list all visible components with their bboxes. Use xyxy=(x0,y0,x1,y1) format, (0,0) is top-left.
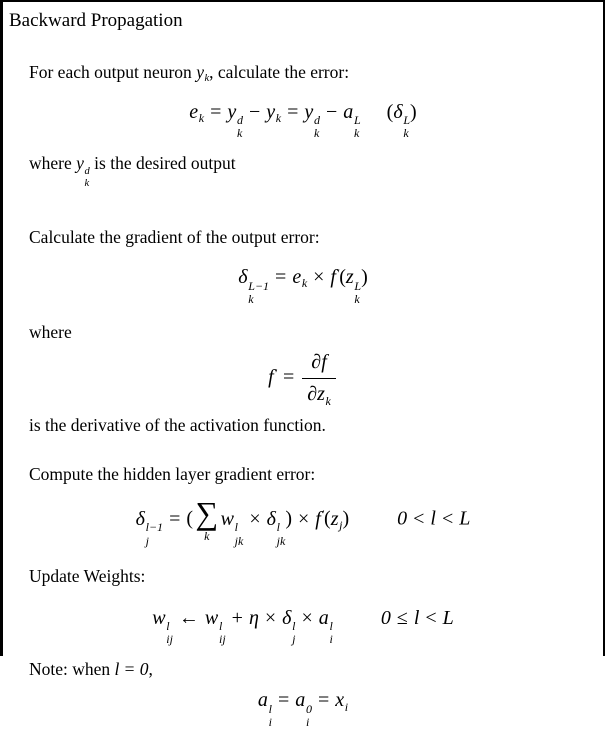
superscript: l xyxy=(268,702,272,717)
math-symbol xyxy=(266,101,281,123)
equation-weight-update xyxy=(3,604,603,647)
symbol-base: δ xyxy=(393,100,403,123)
math-operator: × xyxy=(313,266,325,289)
script-stack xyxy=(277,521,286,547)
math-symbol xyxy=(443,607,454,629)
subscript: k xyxy=(354,292,360,307)
math-operator: = xyxy=(275,266,287,289)
symbol-base: ∂ xyxy=(307,383,318,406)
symbol-base: a xyxy=(295,689,306,712)
symbol-base: δ xyxy=(266,507,276,530)
symbol-base: y xyxy=(227,100,237,123)
script-stack xyxy=(219,620,226,646)
paragraph-hidden-gradient-intro: Compute the hidden layer gradient error: xyxy=(29,464,316,485)
math-operator: = xyxy=(282,366,295,389)
math-operator: × xyxy=(249,507,261,530)
text-run: is the desired output xyxy=(89,152,236,173)
paragraph-update-weights: Update Weights: xyxy=(29,565,146,586)
math-symbol xyxy=(317,383,331,408)
math-operator: < xyxy=(413,507,425,530)
math-operator: = xyxy=(169,507,181,530)
symbol-base: a xyxy=(257,689,268,712)
math-operator: = xyxy=(317,689,330,712)
math-operator: = xyxy=(124,658,135,679)
math-symbol xyxy=(115,659,120,679)
symbol-base: f xyxy=(321,351,327,374)
math-fraction xyxy=(302,348,336,409)
symbol-base: f xyxy=(268,366,274,389)
equation-output-error xyxy=(3,98,603,141)
symbol-base: η xyxy=(248,606,259,629)
subscript: i xyxy=(305,715,310,729)
text-run: , xyxy=(148,658,153,679)
superscript: l xyxy=(329,619,333,634)
paragraph-error-intro xyxy=(29,62,593,86)
math-operator: − xyxy=(325,100,338,123)
math-symbol xyxy=(282,606,296,647)
subscript: k xyxy=(313,126,320,141)
math-symbol xyxy=(318,606,333,647)
symbol-base: f xyxy=(330,266,336,289)
subscript: k xyxy=(275,110,282,125)
math-symbol xyxy=(76,152,90,189)
superscript: l−1 xyxy=(145,520,164,535)
subscript: ij xyxy=(166,632,173,647)
summation xyxy=(195,495,219,544)
script-stack xyxy=(146,521,163,547)
symbol-base: l xyxy=(413,606,420,629)
math-symbol xyxy=(266,507,286,548)
symbol-base: δ xyxy=(135,507,145,530)
math-operator: × xyxy=(297,507,310,530)
math-symbol xyxy=(311,351,321,373)
text-run: where xyxy=(29,152,77,173)
symbol-base: l xyxy=(114,658,120,679)
symbol-base: y xyxy=(76,152,84,173)
subscript: k xyxy=(248,292,254,307)
math-operator: = xyxy=(277,689,290,712)
superscript: L xyxy=(354,278,362,293)
paragraph-derivative-note: is the derivative of the activation function. xyxy=(29,415,326,436)
script-stack xyxy=(354,114,361,140)
math-symbol xyxy=(152,606,173,647)
math-symbol xyxy=(268,366,277,388)
superscript: L−1 xyxy=(248,278,270,293)
math-operator: = xyxy=(287,100,299,123)
equation-derivative-definition xyxy=(3,348,603,409)
math-symbol xyxy=(304,100,320,141)
math-symbol xyxy=(393,100,411,141)
math-symbol xyxy=(135,507,164,548)
math-symbol xyxy=(414,607,420,629)
close-paren: ) xyxy=(285,507,292,530)
superscript: d xyxy=(84,166,90,178)
math-symbol xyxy=(220,507,244,548)
superscript: ′ xyxy=(274,365,277,380)
math-symbol xyxy=(307,383,317,405)
script-stack xyxy=(292,620,295,646)
subscript: jk xyxy=(276,533,286,548)
math-operator: < xyxy=(425,606,437,629)
superscript: d xyxy=(236,113,243,128)
symbol-base: z xyxy=(317,383,325,406)
superscript: l xyxy=(234,520,239,535)
math-operator: × xyxy=(301,606,313,629)
math-symbol xyxy=(331,508,343,530)
symbol-base: ∂ xyxy=(311,351,322,374)
symbol-base: L xyxy=(442,606,454,629)
subscript: j xyxy=(145,533,149,548)
text-run: For each output neuron xyxy=(29,61,197,82)
symbol-base: δ xyxy=(282,606,292,629)
script-stack xyxy=(235,521,244,547)
close-paren: ) xyxy=(361,266,368,289)
math-symbol xyxy=(381,607,391,629)
subscript: k xyxy=(84,177,90,189)
math-symbol xyxy=(315,508,324,530)
paragraph-desired-output xyxy=(29,153,593,190)
subscript: j xyxy=(339,517,343,532)
math-symbol xyxy=(196,61,210,85)
open-paren: ( xyxy=(339,266,346,289)
open-paren: ( xyxy=(186,507,194,530)
script-stack xyxy=(306,703,312,729)
superscript: 0 xyxy=(305,702,312,717)
math-symbol xyxy=(189,101,204,123)
superscript: d xyxy=(313,113,320,128)
symbol-base: a xyxy=(343,100,354,123)
math-symbol xyxy=(227,100,243,141)
close-paren: ) xyxy=(410,100,417,123)
math-symbol xyxy=(430,508,436,530)
sigma-symbol: ∑ xyxy=(195,495,219,532)
symbol-base: e xyxy=(292,266,302,289)
math-operator: + xyxy=(231,606,243,629)
script-stack xyxy=(248,280,269,306)
subscript: k xyxy=(353,126,360,141)
math-symbol xyxy=(343,100,361,141)
script-stack xyxy=(166,620,173,646)
math-operator: × xyxy=(264,606,277,629)
text-run: Note: when xyxy=(29,658,115,679)
equation-hidden-gradient xyxy=(3,495,603,548)
superscript: l xyxy=(276,520,280,535)
symbol-base: a xyxy=(318,606,329,629)
symbol-base: z xyxy=(330,507,339,530)
text-run: , calculate the error: xyxy=(209,61,350,82)
math-operator: − xyxy=(248,100,261,123)
superscript: l xyxy=(292,619,296,634)
script-stack xyxy=(269,703,272,729)
math-symbol xyxy=(397,508,407,530)
superscript: l xyxy=(218,619,223,634)
superscript: ′ xyxy=(321,507,325,522)
symbol-base: δ xyxy=(238,266,248,289)
math-symbol xyxy=(459,508,470,530)
script-stack xyxy=(330,620,333,646)
fraction-numerator xyxy=(306,348,331,378)
symbol-base: y xyxy=(304,100,314,123)
paragraph-where: where xyxy=(29,322,72,343)
symbol-base: w xyxy=(152,606,166,629)
math-symbol xyxy=(292,266,308,291)
subscript: k xyxy=(236,126,243,141)
subscript: i xyxy=(329,632,333,647)
math-operator: = xyxy=(210,100,222,123)
math-symbol xyxy=(295,689,312,729)
page-title: Backward Propagation xyxy=(9,10,183,31)
math-symbol xyxy=(345,266,362,307)
math-symbol xyxy=(204,606,226,647)
close-paren: ) xyxy=(342,507,350,530)
symbol-base: y xyxy=(196,61,204,82)
math-symbol xyxy=(249,607,259,629)
math-symbol xyxy=(257,689,272,729)
script-stack xyxy=(237,114,243,140)
symbol-base: 0 xyxy=(397,507,408,530)
subscript: j xyxy=(292,632,296,647)
superscript: ′ xyxy=(336,265,340,280)
subscript: i xyxy=(268,715,272,729)
symbol-base: l xyxy=(430,507,436,530)
subscript: i xyxy=(344,699,349,714)
symbol-base: w xyxy=(220,507,234,530)
symbol-base: L xyxy=(459,507,471,530)
subscript: k xyxy=(204,73,210,85)
equation-input-activation xyxy=(3,686,603,729)
math-symbol xyxy=(321,351,327,373)
symbol-base: 0 xyxy=(380,606,391,629)
summation-index: k xyxy=(204,529,210,544)
subscript: k xyxy=(198,110,205,125)
open-paren: ( xyxy=(386,100,394,123)
symbol-base: f xyxy=(315,507,321,530)
subscript: k xyxy=(301,276,308,291)
fraction-denominator xyxy=(302,378,336,410)
superscript: L xyxy=(403,113,411,128)
script-stack xyxy=(314,114,320,140)
symbol-base: y xyxy=(266,100,276,123)
superscript: l xyxy=(166,619,170,634)
symbol-base: x xyxy=(335,689,345,712)
math-symbol xyxy=(140,659,149,679)
math-symbol xyxy=(330,266,339,288)
superscript: L xyxy=(353,113,361,128)
symbol-base: z xyxy=(345,266,354,289)
math-operator: < xyxy=(441,507,454,530)
math-symbol xyxy=(335,689,349,714)
subscript: k xyxy=(403,126,409,141)
subscript: k xyxy=(325,393,331,408)
equation-output-gradient xyxy=(3,263,603,306)
symbol-base: e xyxy=(189,100,199,123)
subscript: jk xyxy=(234,533,244,548)
symbol-base: w xyxy=(204,606,219,629)
paragraph-gradient-intro: Calculate the gradient of the output error: xyxy=(29,227,320,248)
math-operator: ← xyxy=(178,606,199,629)
paragraph-note-l-zero xyxy=(29,659,593,681)
math-symbol xyxy=(238,266,270,307)
subscript: ij xyxy=(218,632,226,647)
math-operator: ≤ xyxy=(396,606,408,629)
open-paren: ( xyxy=(324,507,331,530)
symbol-base: 0 xyxy=(139,658,149,679)
